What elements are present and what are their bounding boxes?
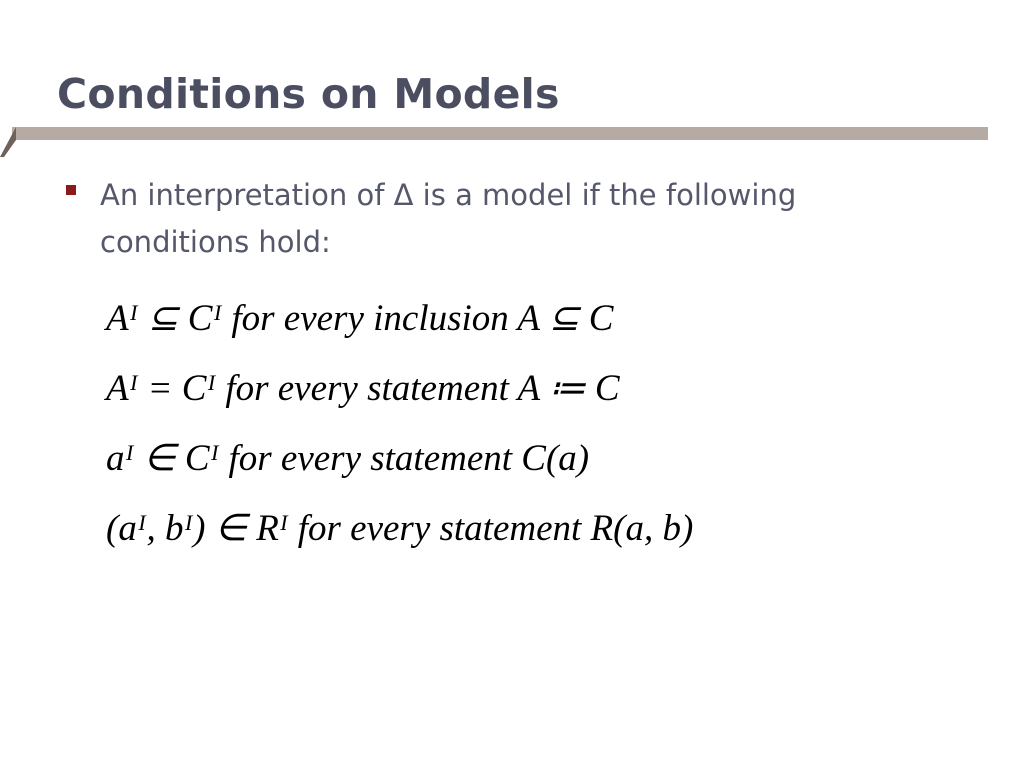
- title-divider-rule: [0, 127, 988, 157]
- formula-definition: Aᴵ = Cᴵ for every statement A ≔ C: [106, 368, 620, 409]
- formula-inclusion: Aᴵ ⊆ Cᴵ for every inclusion A ⊆ C: [106, 298, 614, 339]
- formula-role-assertion: (aᴵ, bᴵ) ∈ Rᴵ for every statement R(a, b): [106, 508, 694, 549]
- slide-title: Conditions on Models: [57, 70, 560, 118]
- bullet-text: An interpretation of Δ is a model if the following conditions hold:: [100, 178, 797, 259]
- bullet-marker: [66, 185, 76, 195]
- formula-concept-assertion: aᴵ ∈ Cᴵ for every statement C(a): [106, 438, 590, 479]
